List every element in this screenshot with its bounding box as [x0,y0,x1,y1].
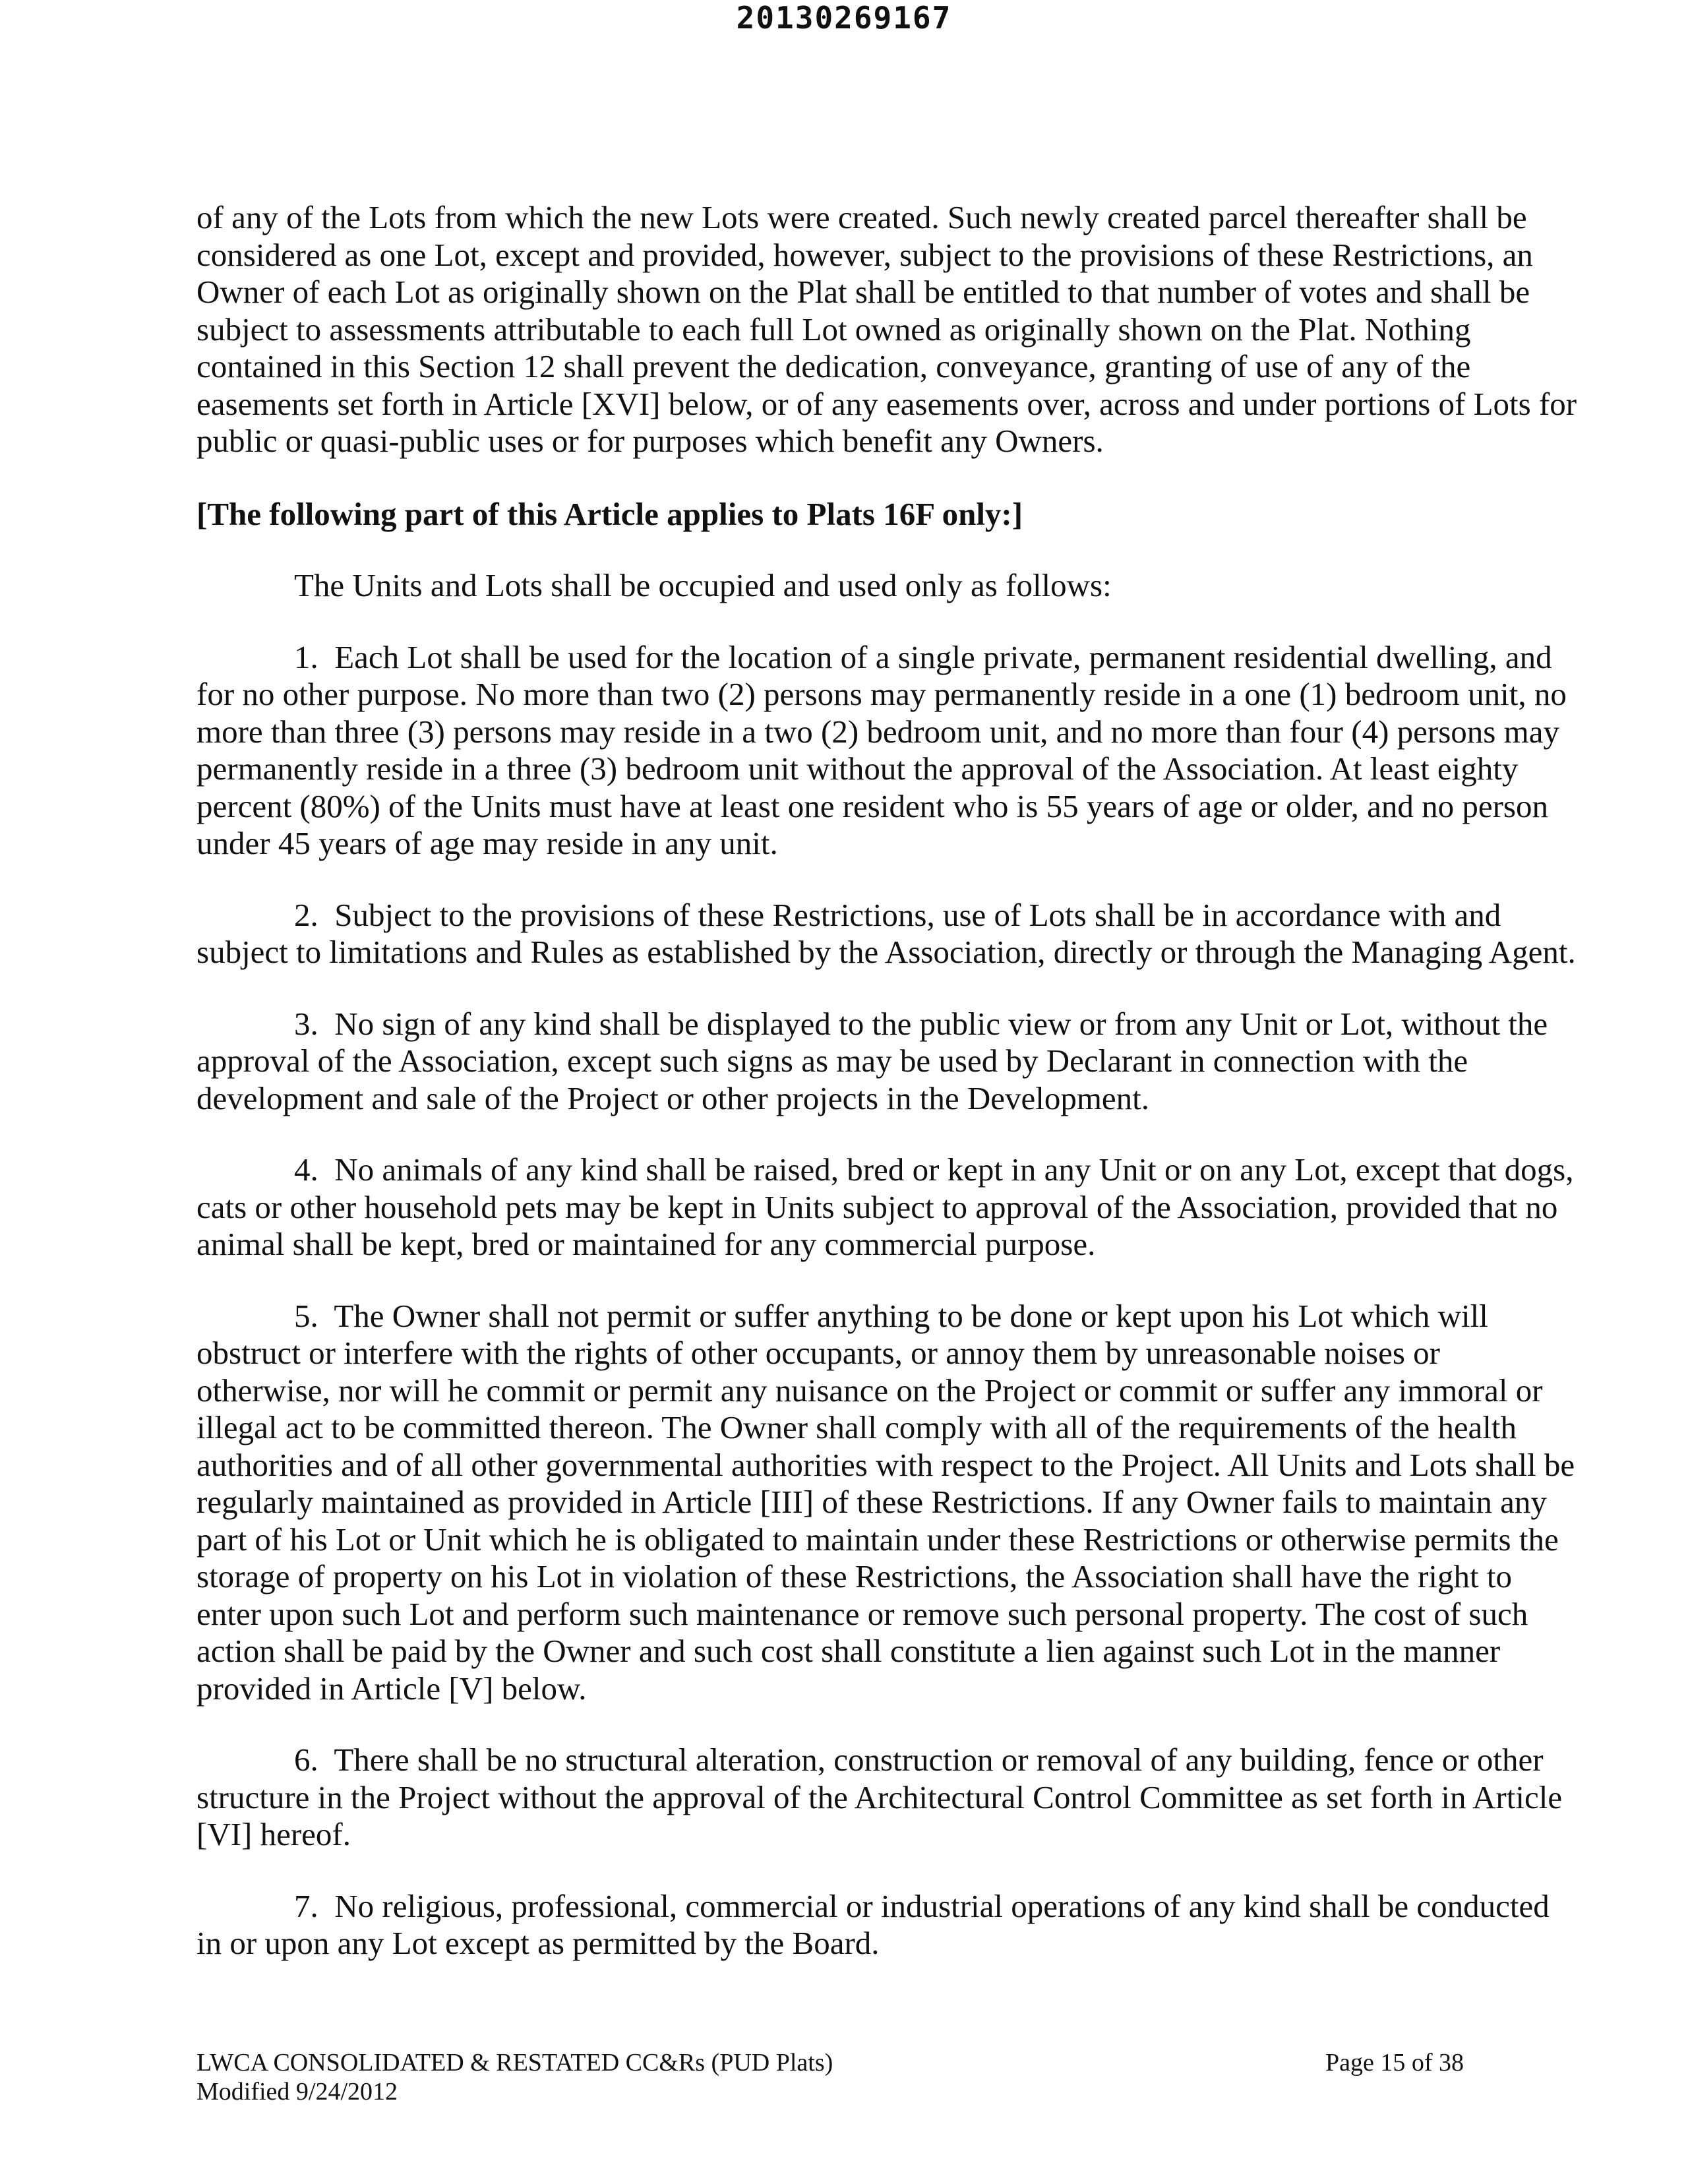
footer-title: LWCA CONSOLIDATED & RESTATED CC&Rs (PUD Plats) [196,2049,833,2077]
list-item [196,1151,1581,1263]
section-heading: [The following part of this Article applies to Plats 16F only:] [196,495,1023,532]
footer-modified-date: Modified 9/24/2012 [196,2078,398,2106]
item-number: 4. [294,1151,318,1188]
item-text: There shall be no structural alteration, construction or removal of any building, fence or other structure in the Project without the approval of the Architectural Control Committee as set forth in Article [VI] hereof. [196,1742,1563,1852]
item-number: 7. [294,1887,318,1924]
item-number: 3. [294,1005,318,1042]
footer-left [196,2048,833,2106]
item-text: No sign of any kind shall be displayed to the public view or from any Unit or Lot, without the approval of the Association, except such signs as may be used by Declarant in connection with the development and sale of the Project or other projects in the Development. [196,1005,1548,1116]
document-body [196,199,1581,1997]
document-number: 20130269167 [736,0,952,36]
item-text: Each Lot shall be used for the location of a single private, permanent residential dwelling, and for no other purpose. No more than two (2) persons may permanently reside in a one (1) bedroom unit, no more than three (3) persons may reside in a two (2) bedroom unit, and no more than four (4) persons may permanently reside in a three (3) bedroom unit without the approval of the Association. At least eighty percent (80%) of the Units must have at least one resident who is 55 years of age or older, and no person under 45 years of age may reside in any unit. [196,638,1567,861]
page-number: Page 15 of 38 [1325,2049,1464,2077]
item-text: No animals of any kind shall be raised, bred or kept in any Unit or on any Lot, except that dogs, cats or other household pets may be kept in Units subject to approval of the Association, provided that no animal shall be kept, bred or maintained for any commercial purpose. [196,1151,1574,1262]
intro-paragraph: The Units and Lots shall be occupied and used only as follows: [294,567,1112,603]
list-item [196,639,1581,863]
continued-paragraph: of any of the Lots from which the new Lots were created. Such newly created parcel thereafter shall be considered as one Lot, except and provided, however, subject to the provisions of these Restrictions, an Owner of each Lot as originally shown on the Plat shall be entitled to that number of votes and shall be subject to assessments attributable to each full Lot owned as originally shown on the Plat. Nothing contained in this Section 12 shall prevent the dedication, conveyance, granting of use of any of the easements set forth in Article [XVI] below, or of any easements over, across and under portions of Lots for public or quasi-public uses or for purposes which benefit any Owners. [196,199,1577,459]
list-item [196,1742,1581,1854]
list-item [196,1006,1581,1118]
list-item [196,1298,1581,1708]
item-number: 2. [294,896,318,933]
item-text: The Owner shall not permit or suffer anything to be done or kept upon his Lot which will obstruct or interfere with the rights of other occupants, or annoy them by unreasonable noises or otherwise, nor will he commit or permit any nuisance on the Project or commit or suffer any immoral or illegal act to be committed thereon. The Owner shall comply with all of the requirements of the health authorities and of all other governmental authorities with respect to the Project. All Units and Lots shall be regularly maintained as provided in Article [III] of these Restrictions. If any Owner fails to maintain any part of his Lot or Unit which he is obligated to maintain under these Restrictions or otherwise permits the storage of property on his Lot in violation of these Restrictions, the Association shall have the right to enter upon such Lot and perform such maintenance or remove such personal property. The cost of such action shall be paid by the Owner and such cost shall constitute a lien against such Lot in the manner provided in Article [V] below. [196,1297,1575,1707]
list-item [196,1888,1581,1962]
list-item [196,897,1581,971]
item-number: 5. [294,1297,318,1334]
item-number: 6. [294,1742,318,1778]
item-text: Subject to the provisions of these Restrictions, use of Lots shall be in accordance with and subject to limitations and Rules as established by the Association, directly or through the Managing Agent. [196,896,1576,970]
item-number: 1. [294,638,318,675]
item-text: No religious, professional, commercial or industrial operations of any kind shall be conducted in or upon any Lot except as permitted by the Board. [196,1887,1550,1961]
